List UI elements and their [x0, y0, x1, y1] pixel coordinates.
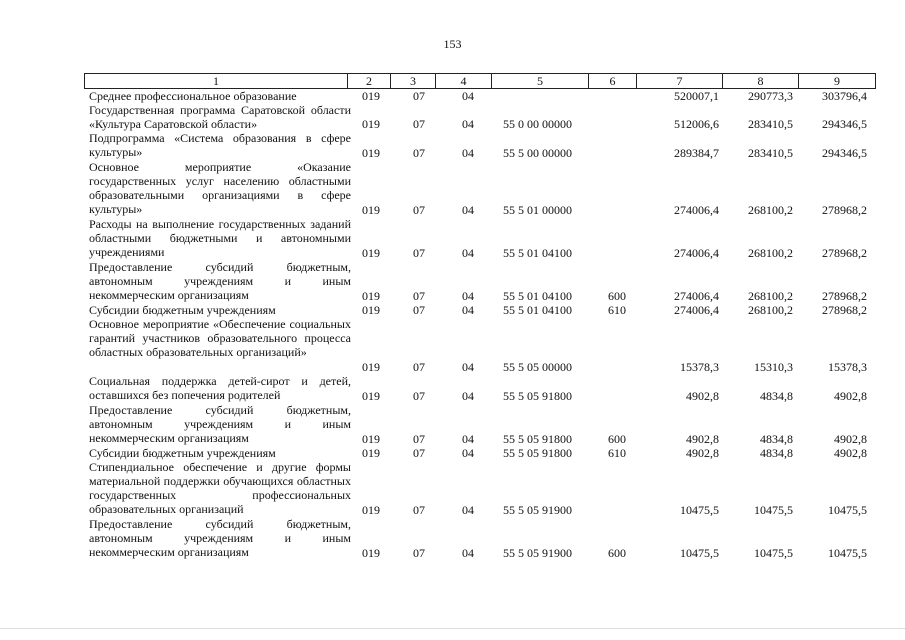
row-name: Государственная программа Саратовской области «Культура Саратовской области» — [89, 103, 351, 132]
cell-col-7: 10475,5 — [680, 503, 719, 517]
cell-col-8: 268100,2 — [748, 289, 793, 303]
cell-col-8: 10475,5 — [754, 503, 793, 517]
cell-col-4: 04 — [462, 89, 474, 103]
cell-col-7: 4902,8 — [686, 446, 719, 460]
header-col-1: 1 — [85, 74, 348, 88]
table-row — [0, 460, 905, 517]
cell-col-7: 10475,5 — [680, 546, 719, 560]
cell-col-3: 07 — [413, 432, 425, 446]
cell-col-9: 294346,5 — [822, 117, 867, 131]
cell-col-4: 04 — [462, 303, 474, 317]
cell-col-7: 274006,4 — [674, 246, 719, 260]
row-name: Основное мероприятие «Оказание государственных услуг населению областными образовательными организациями в сфере культуры» — [89, 160, 351, 217]
header-col-4: 4 — [436, 74, 492, 88]
cell-col-5: 55 5 01 04100 — [503, 303, 572, 317]
cell-col-7: 4902,8 — [686, 432, 719, 446]
table-row — [0, 103, 905, 131]
cell-col-3: 07 — [413, 203, 425, 217]
cell-col-4: 04 — [462, 360, 474, 374]
cell-col-3: 07 — [413, 546, 425, 560]
cell-col-5: 55 5 05 91800 — [503, 432, 572, 446]
cell-col-2: 019 — [362, 146, 380, 160]
cell-col-5: 55 5 05 91800 — [503, 446, 572, 460]
cell-col-5: 55 5 01 04100 — [503, 289, 572, 303]
cell-col-3: 07 — [413, 146, 425, 160]
cell-col-8: 268100,2 — [748, 246, 793, 260]
row-name: Предоставление субсидий бюджетным, автономным учреждениям и иным некоммерческим организациям — [89, 260, 351, 303]
cell-col-7: 274006,4 — [674, 203, 719, 217]
cell-col-7: 520007,1 — [674, 89, 719, 103]
header-col-5: 5 — [492, 74, 589, 88]
cell-col-9: 4902,8 — [834, 389, 867, 403]
cell-col-8: 4834,8 — [760, 432, 793, 446]
page-number: 153 — [443, 37, 462, 51]
cell-col-3: 07 — [413, 289, 425, 303]
row-name: Расходы на выполнение государственных заданий областными бюджетными и автономными учреждениями — [89, 217, 351, 260]
cell-col-3: 07 — [413, 446, 425, 460]
cell-col-2: 019 — [362, 389, 380, 403]
cell-col-2: 019 — [362, 503, 380, 517]
row-name: Предоставление субсидий бюджетным, автономным учреждениям и иным некоммерческим организациям — [89, 403, 351, 446]
table-row — [0, 317, 905, 374]
table-row — [0, 160, 905, 217]
cell-col-6: 610 — [608, 446, 626, 460]
cell-col-4: 04 — [462, 432, 474, 446]
cell-col-9: 10475,5 — [828, 503, 867, 517]
cell-col-8: 15310,3 — [754, 360, 793, 374]
cell-col-9: 4902,8 — [834, 446, 867, 460]
cell-col-2: 019 — [362, 289, 380, 303]
cell-col-5: 55 0 00 00000 — [503, 117, 572, 131]
row-name: Субсидии бюджетным учреждениям — [89, 303, 276, 317]
cell-col-5: 55 5 05 91800 — [503, 389, 572, 403]
cell-col-9: 278968,2 — [822, 203, 867, 217]
cell-col-2: 019 — [362, 432, 380, 446]
cell-col-8: 283410,5 — [748, 117, 793, 131]
header-col-7: 7 — [637, 74, 723, 88]
cell-col-3: 07 — [413, 89, 425, 103]
cell-col-7: 15378,3 — [680, 360, 719, 374]
header-col-6: 6 — [589, 74, 637, 88]
cell-col-8: 10475,5 — [754, 546, 793, 560]
cell-col-3: 07 — [413, 389, 425, 403]
cell-col-3: 07 — [413, 360, 425, 374]
cell-col-9: 278968,2 — [822, 246, 867, 260]
cell-col-2: 019 — [362, 246, 380, 260]
header-col-3: 3 — [391, 74, 436, 88]
cell-col-6: 610 — [608, 303, 626, 317]
cell-col-4: 04 — [462, 146, 474, 160]
cell-col-4: 04 — [462, 203, 474, 217]
cell-col-3: 07 — [413, 246, 425, 260]
cell-col-3: 07 — [413, 503, 425, 517]
table-row — [0, 131, 905, 160]
cell-col-5: 55 5 01 04100 — [503, 246, 572, 260]
cell-col-9: 4902,8 — [834, 432, 867, 446]
cell-col-9: 10475,5 — [828, 546, 867, 560]
table-row — [0, 89, 905, 103]
cell-col-2: 019 — [362, 117, 380, 131]
cell-col-9: 278968,2 — [822, 289, 867, 303]
cell-col-4: 04 — [462, 546, 474, 560]
table-row — [0, 217, 905, 260]
table-row — [0, 374, 905, 403]
cell-col-8: 283410,5 — [748, 146, 793, 160]
cell-col-8: 290773,3 — [748, 89, 793, 103]
cell-col-6: 600 — [608, 432, 626, 446]
table-header — [84, 73, 876, 89]
header-col-8: 8 — [723, 74, 799, 88]
table-row — [0, 517, 905, 560]
cell-col-7: 274006,4 — [674, 303, 719, 317]
scan-edge-line — [0, 628, 905, 629]
cell-col-2: 019 — [362, 546, 380, 560]
header-col-2: 2 — [348, 74, 391, 88]
cell-col-5: 55 5 05 91900 — [503, 503, 572, 517]
cell-col-2: 019 — [362, 446, 380, 460]
cell-col-4: 04 — [462, 117, 474, 131]
cell-col-6: 600 — [608, 546, 626, 560]
cell-col-9: 15378,3 — [828, 360, 867, 374]
cell-col-5: 55 5 05 00000 — [503, 360, 572, 374]
table-row — [0, 303, 905, 317]
cell-col-4: 04 — [462, 446, 474, 460]
cell-col-2: 019 — [362, 203, 380, 217]
cell-col-7: 512006,6 — [674, 117, 719, 131]
cell-col-9: 278968,2 — [822, 303, 867, 317]
cell-col-8: 268100,2 — [748, 203, 793, 217]
cell-col-8: 4834,8 — [760, 446, 793, 460]
cell-col-9: 303796,4 — [822, 89, 867, 103]
cell-col-5: 55 5 00 00000 — [503, 146, 572, 160]
cell-col-7: 289384,7 — [674, 146, 719, 160]
cell-col-7: 4902,8 — [686, 389, 719, 403]
header-col-9: 9 — [834, 74, 840, 88]
cell-col-4: 04 — [462, 389, 474, 403]
row-name: Социальная поддержка детей-сирот и детей, оставшихся без попечения родителей — [89, 374, 351, 403]
cell-col-5: 55 5 01 00000 — [503, 203, 572, 217]
row-name: Среднее профессиональное образование — [89, 89, 297, 103]
cell-col-3: 07 — [413, 303, 425, 317]
cell-col-7: 274006,4 — [674, 289, 719, 303]
table-row — [0, 446, 905, 460]
cell-col-5: 55 5 05 91900 — [503, 546, 572, 560]
row-name: Стипендиальное обеспечение и другие формы материальной поддержки обучающихся областных государственных профессиональных образовательных организаций — [89, 460, 351, 517]
cell-col-6: 600 — [608, 289, 626, 303]
row-name: Субсидии бюджетным учреждениям — [89, 446, 276, 460]
cell-col-8: 4834,8 — [760, 389, 793, 403]
cell-col-2: 019 — [362, 360, 380, 374]
row-name: Подпрограмма «Система образования в сфере культуры» — [89, 131, 351, 160]
row-name: Предоставление субсидий бюджетным, автономным учреждениям и иным некоммерческим организациям — [89, 517, 351, 560]
cell-col-4: 04 — [462, 246, 474, 260]
cell-col-9: 294346,5 — [822, 146, 867, 160]
table-row — [0, 260, 905, 303]
cell-col-3: 07 — [413, 117, 425, 131]
cell-col-4: 04 — [462, 289, 474, 303]
row-name: Основное мероприятие «Обеспечение социальных гарантий участников образовательного процесса областных образовательных организаций» — [89, 317, 351, 360]
cell-col-4: 04 — [462, 503, 474, 517]
table-row — [0, 403, 905, 446]
cell-col-2: 019 — [362, 303, 380, 317]
cell-col-8: 268100,2 — [748, 303, 793, 317]
cell-col-2: 019 — [362, 89, 380, 103]
